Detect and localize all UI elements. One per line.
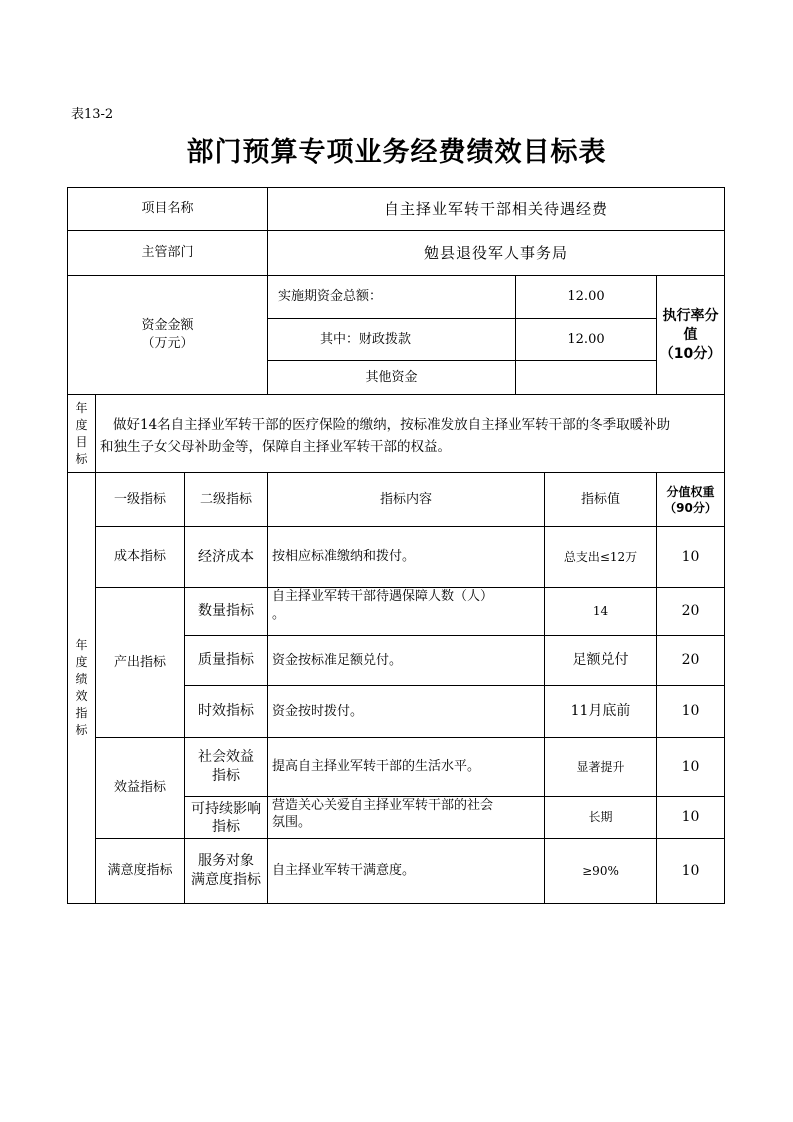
goal-char: 年 (75, 400, 88, 415)
indicator-char: 指 (75, 706, 88, 720)
funds-unit-text: （万元） (141, 336, 194, 351)
value-cell: 总支出≤12万 (563, 549, 638, 564)
value-cell: 显著提升 (576, 759, 625, 774)
weight-label-line1: 分值权重 (666, 484, 715, 499)
annual-goal-text (100, 414, 722, 458)
content-line: 自主择业军转干部待遇保障人数（人） (272, 589, 494, 604)
project-name-value: 自主择业军转干部相关待遇经费 (383, 199, 608, 218)
department-value: 勉县退役军人事务局 (423, 243, 568, 262)
header-content: 指标内容 (379, 491, 432, 507)
funds-label-text: 资金金额 (141, 318, 194, 334)
indicator-char: 度 (75, 655, 88, 669)
annual-performance-indicator-label (68, 473, 95, 903)
level2-cell (185, 839, 267, 903)
value-cell: 足额兑付 (572, 652, 629, 669)
level2-line: 可持续影响 (191, 800, 261, 817)
goal-text-line1: 做好14名自主择业军转干部的医疗保险的缴纳，按标准发放自主择业军转干部的冬季取暖补助 (113, 417, 671, 433)
exec-label-line3: （10分） (659, 345, 722, 362)
level2-cell: 数量指标 (198, 603, 254, 620)
weight-label-line2: （90分） (664, 500, 717, 515)
level2-line: 社会效益 (198, 749, 254, 765)
content-cell: 按相应标准缴纳和拨付。 (272, 549, 416, 565)
level2-cell (185, 797, 267, 838)
header-level1: 一级指标 (113, 491, 166, 507)
weight-cell: 10 (681, 548, 700, 565)
level2-cell (185, 738, 267, 796)
weight-cell: 10 (681, 703, 700, 720)
group-cost: 成本指标 (113, 549, 166, 565)
indicator-char: 年 (75, 638, 88, 652)
content-cell: 资金按时拨付。 (272, 703, 364, 719)
group-output: 产出指标 (113, 654, 166, 670)
group-satisfaction: 满意度指标 (107, 863, 173, 879)
goal-char: 标 (75, 451, 88, 466)
content-cell (268, 588, 544, 635)
content-cell: 提高自主择业军转干部的生活水平。 (272, 759, 481, 775)
value-cell: 14 (592, 604, 609, 619)
total-funds-label: 实施期资金总额： (278, 289, 383, 305)
value-cell: ≥90% (582, 863, 619, 878)
header-value: 指标值 (580, 491, 620, 507)
other-funds-label: 其他资金 (365, 369, 418, 385)
exec-label-line1: 执行率分 (662, 307, 719, 324)
indicator-char: 绩 (75, 672, 88, 686)
goal-char: 目 (75, 434, 88, 449)
table-number-label: 表13-2 (71, 107, 114, 122)
level2-line: 满意度指标 (191, 872, 261, 888)
total-funds-value: 12.00 (567, 289, 605, 305)
level2-line: 指标 (212, 818, 240, 835)
content-cell: 自主择业军转干满意度。 (272, 863, 416, 879)
project-name-label: 项目名称 (141, 201, 194, 217)
level2-line: 服务对象 (198, 853, 254, 869)
goal-text-line2: 和独生子女父母补助金等，保障自主择业军转干部的权益。 (100, 439, 451, 455)
indicator-char: 效 (75, 689, 88, 703)
weight-cell: 20 (681, 652, 700, 669)
department-label: 主管部门 (141, 245, 194, 261)
other-funds-value (516, 361, 656, 394)
group-benefit: 效益指标 (113, 780, 166, 796)
fiscal-funds-label: 其中：财政拨款 (320, 331, 412, 347)
weight-cell: 20 (681, 603, 700, 620)
weight-cell: 10 (681, 758, 700, 775)
content-cell (268, 797, 544, 838)
funds-amount-label (68, 276, 267, 394)
level2-line: 指标 (212, 768, 240, 784)
annual-goal-label (68, 395, 95, 472)
value-cell: 11月底前 (570, 703, 631, 720)
content-cell: 资金按标准足额兑付。 (272, 652, 403, 668)
fiscal-funds-value: 12.00 (567, 331, 605, 347)
level2-cell: 时效指标 (198, 703, 254, 720)
content-line: 氛围。 (272, 815, 312, 830)
goal-char: 度 (75, 417, 88, 432)
value-cell: 长期 (588, 810, 613, 825)
page-title: 部门预算专项业务经费绩效目标表 (186, 137, 607, 168)
indicator-char: 标 (75, 723, 88, 737)
content-line: 营造关心关爱自主择业军转干部的社会 (272, 798, 494, 813)
header-level2: 二级指标 (199, 491, 252, 507)
level2-cell: 质量指标 (198, 652, 254, 669)
exec-label-line2: 值 (683, 326, 698, 343)
weight-cell: 10 (681, 862, 700, 879)
level2-cell: 经济成本 (198, 548, 254, 565)
weight-cell: 10 (681, 809, 700, 826)
header-weight (657, 473, 724, 526)
content-line: 。 (272, 607, 286, 622)
execution-rate-score (657, 276, 724, 394)
